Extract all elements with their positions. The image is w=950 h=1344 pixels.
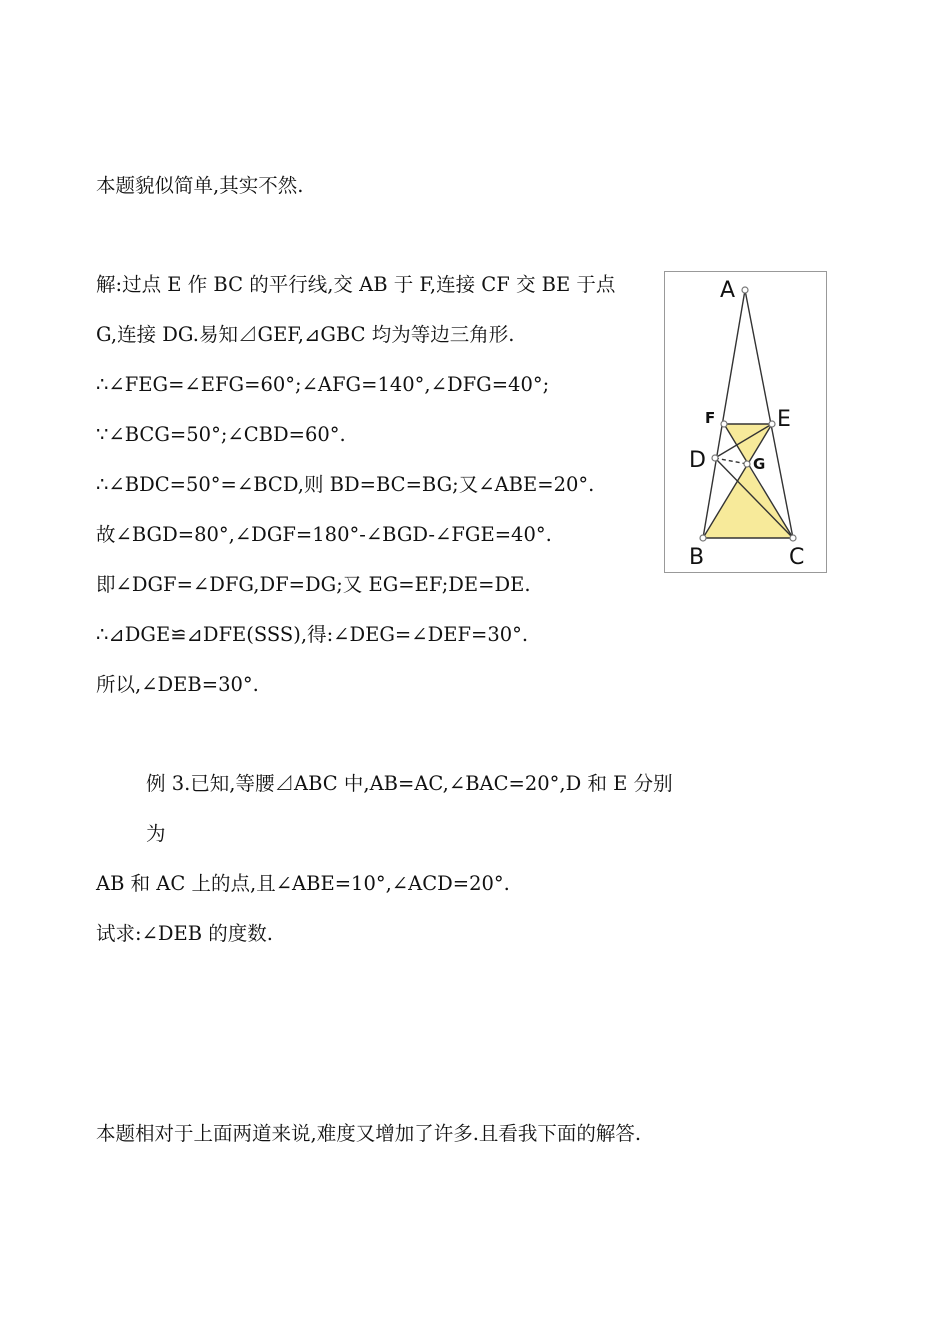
intro-text: 本题貌似简单,其实不然.: [96, 174, 304, 197]
point-E: [769, 421, 775, 427]
label-A: A: [720, 278, 736, 303]
solution-line-4: ∵∠BCG=50°;∠CBD=60°.: [96, 423, 346, 446]
label-D: D: [689, 448, 706, 473]
label-B: B: [689, 545, 705, 570]
solution-line-2: G,连接 DG.易知⊿GEF,⊿GBC 均为等边三角形.: [96, 323, 515, 346]
solution-line-5: ∴∠BDC=50°=∠BCD,则 BD=BC=BG;又∠ABE=20°.: [96, 473, 595, 496]
solution-line-7: 即∠DGF=∠DFG,DF=DG;又 EG=EF;DE=DE.: [96, 573, 531, 596]
label-G: G: [753, 455, 766, 473]
example-3-condition: AB 和 AC 上的点,且∠ABE=10°,∠ACD=20°.: [96, 872, 510, 895]
point-G: [744, 461, 750, 467]
closing-text: 本题相对于上面两道来说,难度又增加了许多.且看我下面的解答.: [96, 1122, 642, 1145]
label-E: E: [777, 407, 791, 432]
point-D: [712, 455, 718, 461]
example-3-wrap: 为: [146, 822, 166, 845]
solution-conclusion: 所以,∠DEB=30°.: [96, 673, 259, 696]
point-C: [790, 535, 796, 541]
solution-line-8: ∴⊿DGE≌⊿DFE(SSS),得:∠DEG=∠DEF=30°.: [96, 623, 529, 646]
point-A: [742, 287, 748, 293]
label-F: F: [705, 409, 716, 427]
point-B: [700, 535, 706, 541]
solution-line-1: 解:过点 E 作 BC 的平行线,交 AB 于 F,连接 CF 交 BE 于点: [96, 273, 616, 296]
example-3-title: 例 3.已知,等腰⊿ABC 中,AB=AC,∠BAC=20°,D 和 E 分别: [146, 772, 673, 795]
solution-line-3: ∴∠FEG=∠EFG=60°;∠AFG=140°,∠DFG=40°;: [96, 373, 550, 396]
geometry-figure: [664, 271, 827, 573]
example-3-question: 试求:∠DEB 的度数.: [96, 922, 274, 945]
solution-line-6: 故∠BGD=80°,∠DGF=180°-∠BGD-∠FGE=40°.: [96, 523, 552, 546]
triangle-diagram: [665, 272, 826, 572]
triangle-gbc-fill: [703, 464, 793, 538]
point-F: [721, 421, 727, 427]
label-C: C: [789, 545, 805, 570]
